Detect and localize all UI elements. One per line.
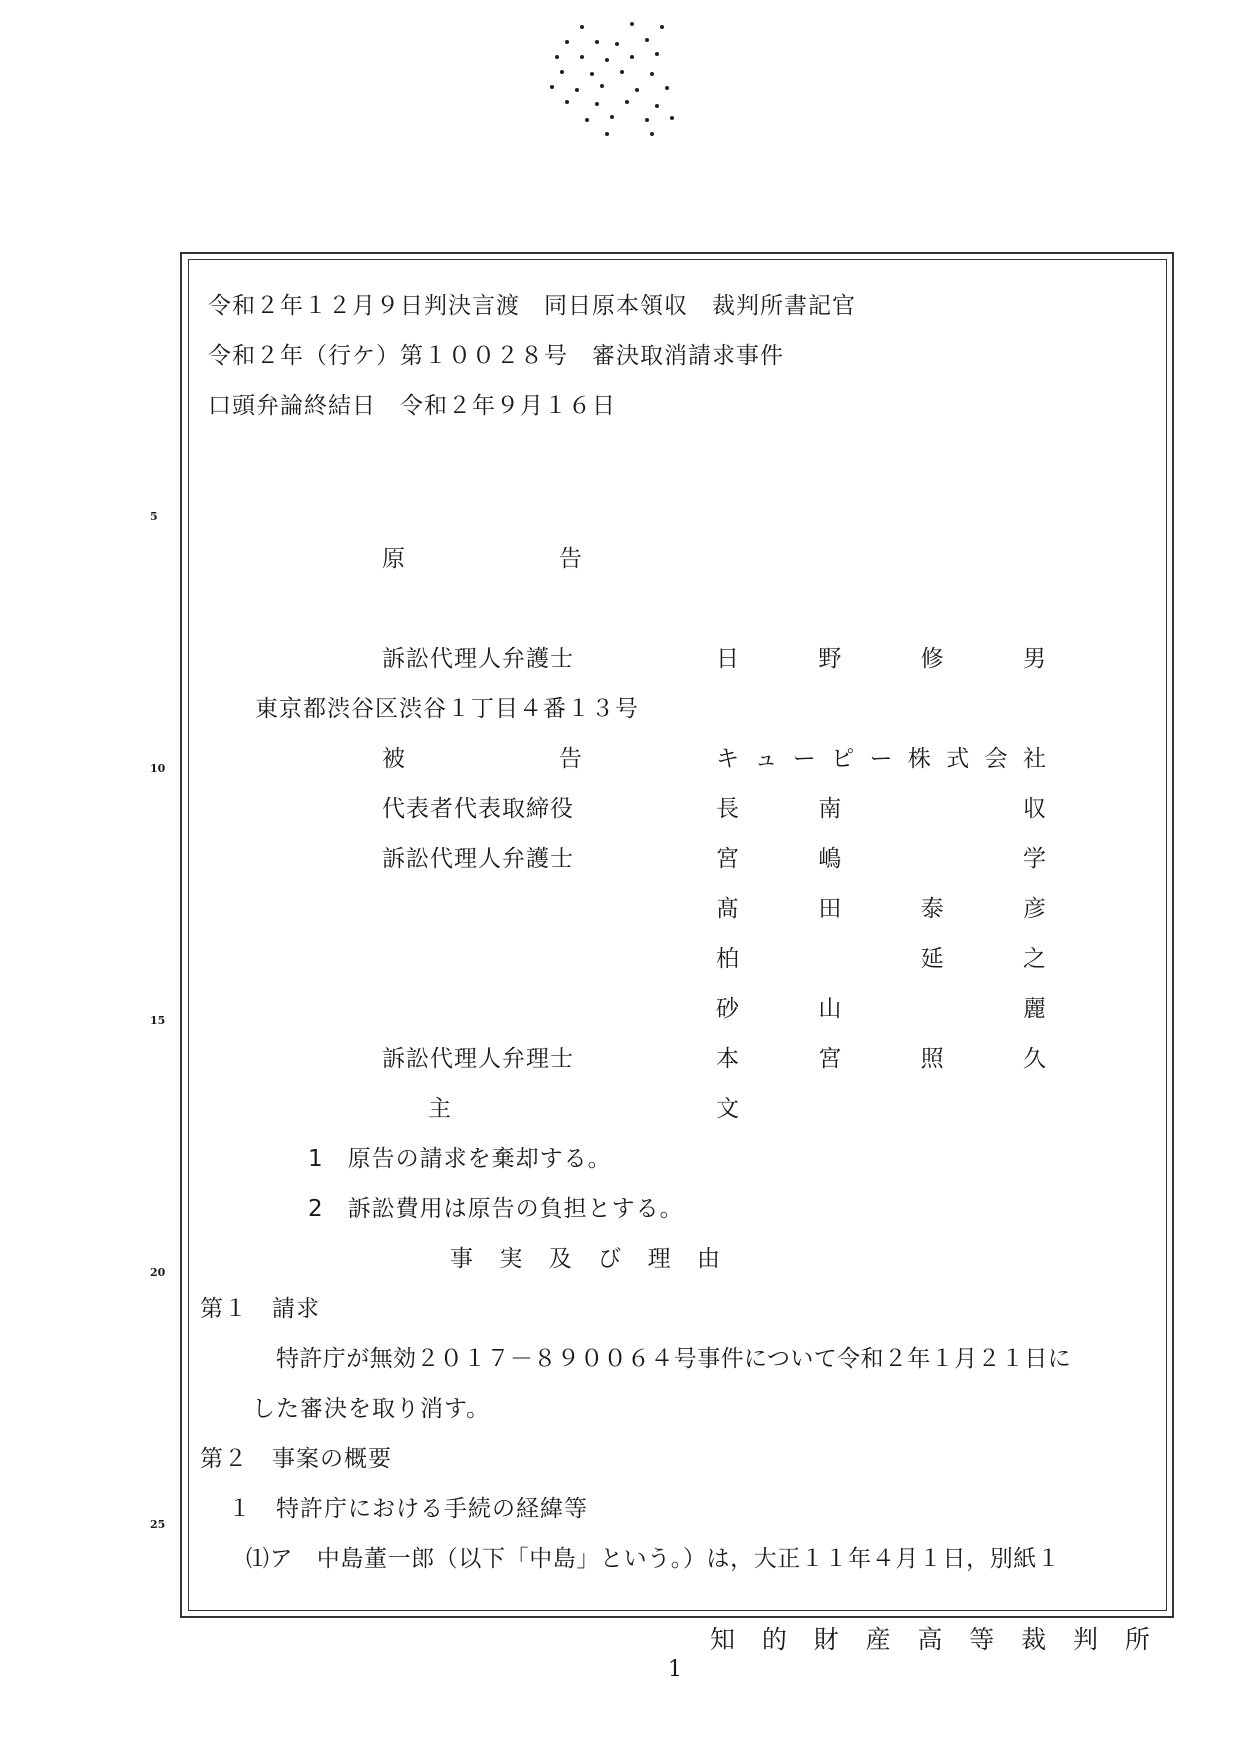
judgment-item: 2 訴訟費用は原告の負担とする。 [308, 1196, 684, 1222]
page-number: 1 [668, 1657, 682, 1682]
section-1-body: した審決を取り消す。 [252, 1396, 491, 1422]
plaintiff-attorney-role: 訴訟代理人弁護士 [382, 646, 574, 672]
facts-and-reasons-heading: 事 実 及 び 理 由 [450, 1246, 720, 1272]
line-number: 10 [150, 762, 166, 775]
section-2-title: 第２ 事案の概要 [200, 1446, 392, 1472]
patent-attorney-name: 本 宮 照 久 [716, 1046, 1046, 1072]
header-line-hearing-date: 口頭弁論終結日 令和２年９月１６日 [208, 393, 616, 419]
header-line-judgment-date: 令和２年１２月９日判決言渡 同日原本領収 裁判所書記官 [208, 293, 856, 319]
defendant-label: 被 告 [382, 746, 582, 772]
representative-role: 代表者代表取締役 [382, 796, 574, 822]
section-1-body: 特許庁が無効２０１７－８９００６４号事件について令和２年１月２１日に [276, 1346, 1072, 1372]
representative-name: 長 南 収 [716, 796, 1046, 822]
defendant-attorney-name: 砂 山 麗 [716, 996, 1046, 1022]
subsection-1-title: １ 特許庁における手続の経緯等 [228, 1496, 588, 1522]
section-1-title: 第１ 請求 [200, 1296, 320, 1322]
plaintiff-label: 原 告 [382, 546, 582, 572]
header-line-case-number: 令和２年（行ケ）第１００２８号 審決取消請求事件 [208, 343, 784, 369]
defendant-name: キ ュ ー ピ ー 株 式 会 社 [716, 746, 1046, 772]
line-number: 5 [150, 510, 158, 523]
patent-attorney-role: 訴訟代理人弁理士 [382, 1046, 574, 1072]
judgment-item: 1 原告の請求を棄却する。 [308, 1146, 612, 1172]
defendant-attorney-name: 宮 嶋 学 [716, 846, 1046, 872]
line-number: 20 [150, 1266, 166, 1279]
defendant-address: 東京都渋谷区渋谷１丁目４番１３号 [255, 696, 639, 722]
defendant-attorney-name: 柏 延 之 [716, 946, 1046, 972]
line-number: 15 [150, 1014, 166, 1027]
main-text-heading: 主 文 [428, 1096, 739, 1122]
subsection-1-body: ⑴ア 中島董一郎（以下「中島」という。）は，大正１１年４月１日，別紙１ [246, 1546, 1061, 1572]
defendant-attorney-role: 訴訟代理人弁護士 [382, 846, 574, 872]
court-seal-dots [540, 20, 690, 140]
court-name: 知 的 財 産 高 等 裁 判 所 [710, 1625, 1150, 1654]
defendant-attorney-name: 髙 田 泰 彦 [716, 896, 1046, 922]
plaintiff-attorney-name: 日 野 修 男 [716, 646, 1046, 672]
line-number: 25 [150, 1518, 166, 1531]
